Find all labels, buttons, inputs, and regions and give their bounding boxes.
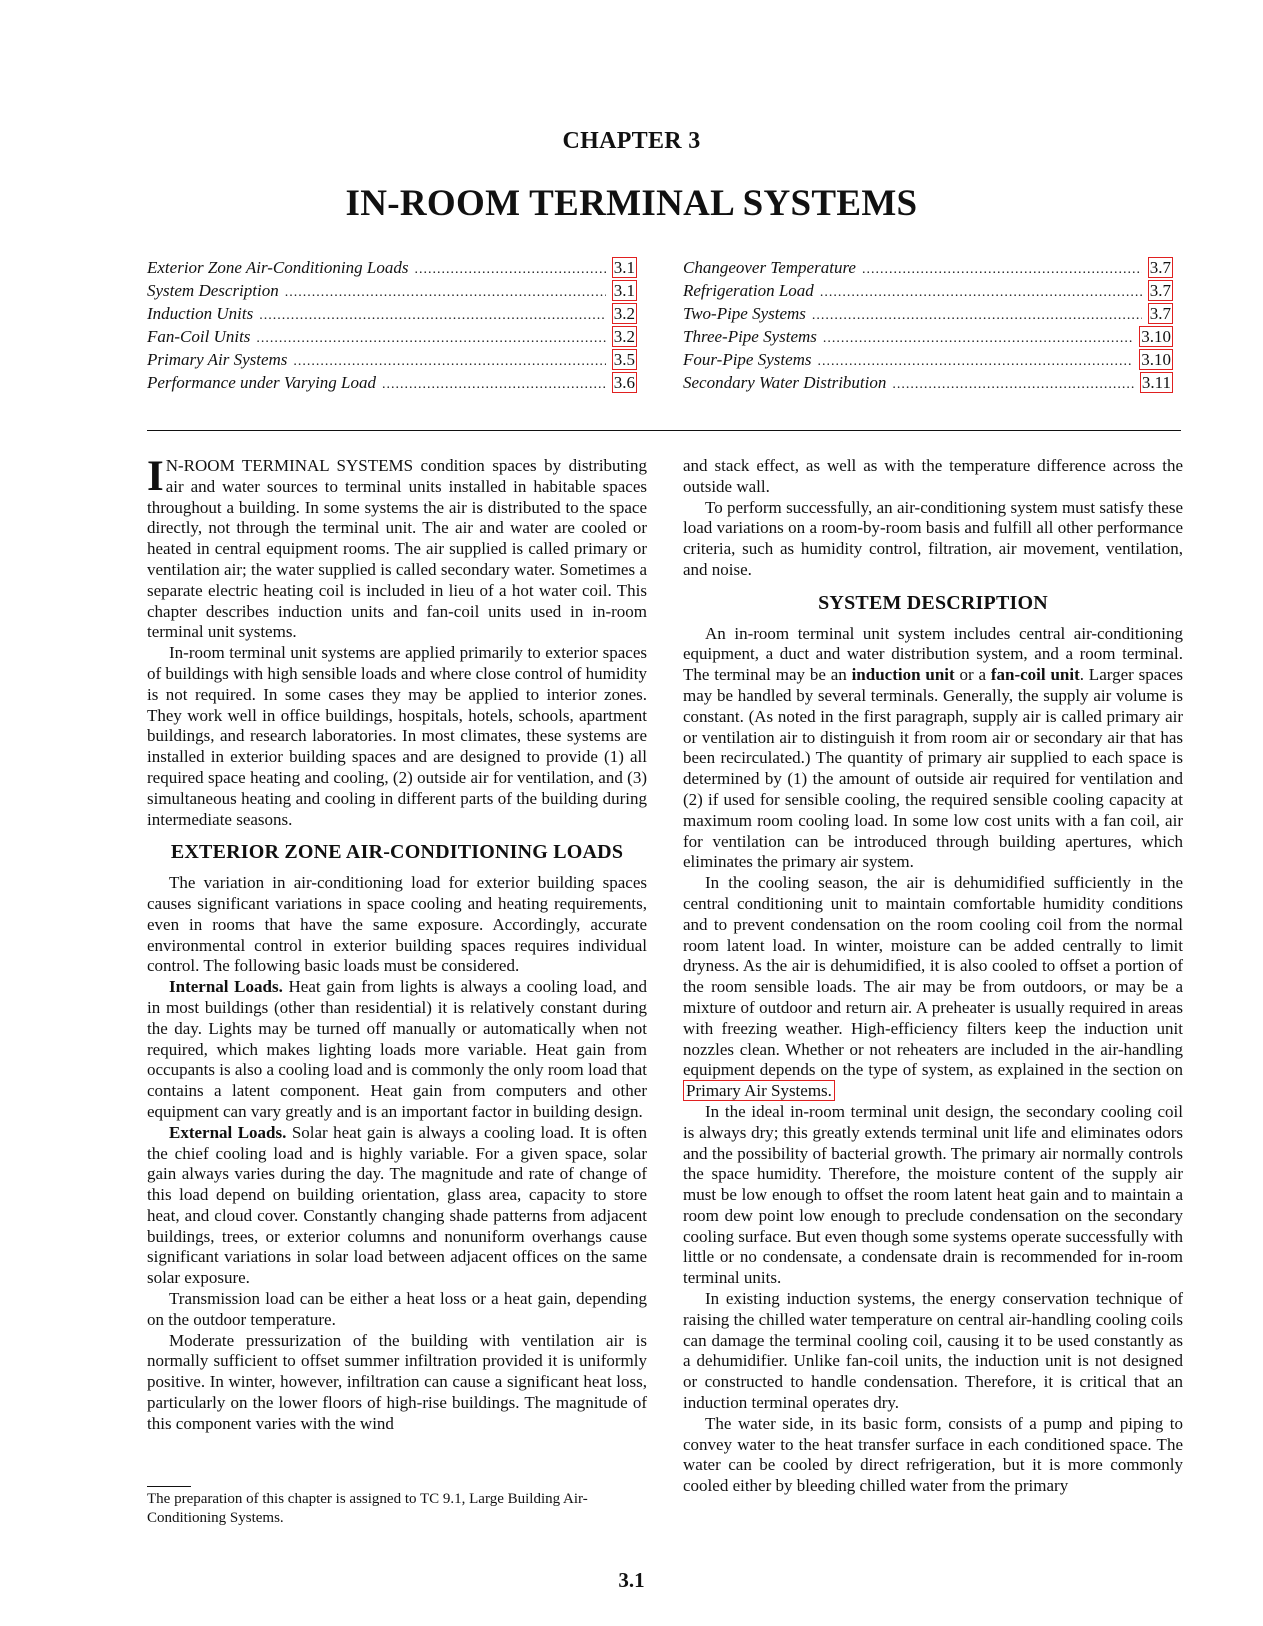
toc-label: Secondary Water Distribution [683, 373, 887, 392]
toc-leader [414, 258, 605, 281]
footnote-divider [147, 1486, 191, 1487]
primary-air-systems-link[interactable]: Primary Air Systems. [683, 1080, 835, 1101]
toc-entry [683, 256, 1173, 279]
body-column-right [683, 456, 1183, 1497]
intro-text: N-ROOM TERMINAL SYSTEMS condition spaces by distributing air and water sources to terminal units installed in habitable spaces throughout a building. In some systems the air is distributed to the space directly, not through the terminal unit. The air and water are cooled or heated in central equipment rooms. The air supplied is called primary or ventilation air; the water supplied is called secondary water. Sometimes a separate electric heating coil is included in lieu of a hot water coil. This chapter describes induction units and fan-coil units used in in-room terminal unit systems. [147, 456, 647, 642]
toc-label: Fan-Coil Units [147, 327, 251, 346]
toc-label: Two-Pipe Systems [683, 304, 806, 323]
toc-page-link[interactable]: 3.5 [613, 350, 635, 369]
body-column-left [147, 453, 648, 1435]
paragraph: Moderate pressurization of the building with ventilation air is normally sufficient to offset summer infiltration provided it is uniformly positive. In winter, however, infiltration can cause a significant heat loss, particularly on the lower floors of high-rise buildings. The magnitude of this component varies with the wind [147, 1330, 647, 1433]
term-induction-unit: induction unit [851, 665, 955, 685]
toc-entry [147, 279, 637, 302]
paragraph: To perform successfully, an air-conditioning system must satisfy these load variations on a room-by-room basis and fulfill all other performance criteria, such as humidity control, filtration, air movement, ventilation, and noise. [683, 497, 1183, 579]
paragraph: The water side, in its basic form, consists of a pump and piping to convey water to the heat transfer surface in each conditioned space. The water can be cooled by direct refrigeration, but it is more commonly cooled either by bleeding chilled water from the primary [683, 1413, 1183, 1496]
intro-paragraph [147, 453, 647, 643]
toc-right-column [683, 256, 1173, 394]
toc-label: Refrigeration Load [683, 281, 814, 300]
paragraph: and stack effect, as well as with the temperature difference across the outside wall. [683, 456, 1183, 496]
toc-left-column [147, 256, 637, 394]
toc-leader [818, 350, 1134, 373]
toc-entry [147, 371, 637, 394]
paragraph: The variation in air-conditioning load for exterior building spaces causes significant variations in space cooling and heating requirements, even in rooms that have the same exposure. Accordingly, accurate environmental control in exterior building spaces requires individual control. The following basic loads must be considered. [147, 873, 647, 976]
toc-entry [683, 371, 1173, 394]
toc-page-link[interactable]: 3.7 [1149, 258, 1171, 277]
toc-entry [683, 348, 1173, 371]
toc-label: Four-Pipe Systems [683, 350, 812, 369]
toc-leader [892, 373, 1134, 396]
paragraph-text: In the cooling season, the air is dehumidified sufficiently in the central conditioning unit to maintain comfortable humidity conditions and to prevent condensation on the room cooling coil from the normal room latent load. In winter, moisture can be added centrally to limit dryness. As the air is dehumidified, it is also cooled to offset a portion of the room sensible loads. The air may be from outdoors, or may be a mixture of outdoor and return air. A preheater is usually required in areas with freezing weather. High-efficiency filters keep the induction unit nozzles clean. Whether or not reheaters are included in the air-handling equipment depends on the type of system, as explained in the section on [683, 873, 1183, 1080]
toc-entry [683, 279, 1173, 302]
run-in-heading: Internal Loads. [169, 977, 283, 997]
toc-entry [147, 256, 637, 279]
toc-entry [683, 325, 1173, 348]
paragraph: Transmission load can be either a heat loss or a heat gain, depending on the outdoor temperature. [147, 1289, 647, 1329]
toc-page-link[interactable]: 3.11 [1141, 373, 1171, 392]
paragraph: In the ideal in-room terminal unit design, the secondary cooling coil is always dry; this greatly extends terminal unit life and eliminates odors and the possibility of bacterial growth. The primary air normally controls the space humidity. Therefore, the moisture content of the supply air must be low enough to offset the room latent heat gain and to maintain a room dew point low enough to preclude condensation on the secondary cooling surface. But even though some systems operate successfully with little or no condensate, a condensate drain is recommended for in-room terminal units. [683, 1101, 1183, 1288]
system-description-paragraph [683, 624, 1183, 874]
toc-entry [147, 302, 637, 325]
toc-page-link[interactable]: 3.1 [613, 281, 635, 300]
toc-entry [147, 348, 637, 371]
toc-label: Primary Air Systems [147, 350, 288, 369]
toc-leader [820, 281, 1142, 304]
toc-leader [812, 304, 1142, 327]
paragraph-text: Heat gain from lights is always a cooling load, and in most buildings (other than residential) it is relatively constant during the day. Lights may be turned off manually or automatically when not required, which makes lighting loads more variable. Heat gain from occupants is also a cooling load and is commonly the only room load that contains a latent component. Heat gain from computers and other equipment can vary greatly and is an important factor in building design. [147, 977, 647, 1121]
term-fan-coil-unit: fan-coil unit [990, 665, 1080, 685]
toc-leader [256, 327, 605, 350]
section-heading-exterior: EXTERIOR ZONE AIR-CONDITIONING LOADS [170, 841, 624, 864]
toc-label: Three-Pipe Systems [683, 327, 817, 346]
toc-page-link[interactable]: 3.10 [1141, 350, 1171, 369]
toc-page-link[interactable]: 3.2 [613, 304, 635, 323]
toc-page-link[interactable]: 3.7 [1149, 304, 1171, 323]
toc-label: Induction Units [147, 304, 254, 323]
footnote: The preparation of this chapter is assigned to TC 9.1, Large Building Air-Conditioning Systems. [147, 1491, 588, 1526]
run-in-heading: External Loads. [169, 1122, 287, 1142]
toc-label: Performance under Varying Load [147, 373, 377, 392]
section-heading-system: SYSTEM DESCRIPTION [818, 591, 1048, 614]
toc-leader [382, 373, 606, 396]
paragraph-text: . Larger spaces may be handled by several terminals. Generally, the supply air volume is constant. (As noted in the first paragraph, supply air is called primary air or ventilation air to distinguish it from room air or secondary air that has been recirculated.) The quantity of primary air supplied to each space is determined by (1) the amount of outside air required for ventilation and (2) if used for sensible cooling, the required sensible cooling capacity at maximum room cooling load. In some low cost units with a fan coil, air for ventilation can be introduced through building apertures, which eliminates the primary air system. [683, 665, 1183, 872]
paragraph-text: Solar heat gain is always a cooling load. It is often the chief cooling load and is highly variable. For a given space, solar gain always varies during the day. The magnitude and rate of change of this load depend on building orientation, glass area, capacity to store heat, and cloud cover. Constantly changing shade patterns from adjacent buildings, trees, or exterior columns and nonuniform overhangs cause significant variations in solar load between adjacent offices on the same solar exposure. [147, 1122, 647, 1288]
paragraph-text: or a [954, 665, 991, 685]
toc-leader [259, 304, 606, 327]
header-divider [147, 430, 1181, 431]
toc-page-link[interactable]: 3.10 [1141, 327, 1171, 346]
toc-label: Changeover Temperature [683, 258, 856, 277]
toc-label: System Description [147, 281, 279, 300]
cooling-season-paragraph [683, 873, 1183, 1102]
toc-leader [293, 350, 605, 373]
drop-cap: I [147, 453, 164, 500]
chapter-number: CHAPTER 3 [562, 128, 701, 154]
chapter-title: IN-ROOM TERMINAL SYSTEMS [345, 183, 918, 224]
internal-loads-paragraph [147, 977, 647, 1123]
toc-leader [862, 258, 1142, 281]
toc-label: Exterior Zone Air-Conditioning Loads [147, 258, 409, 277]
paragraph-text: An in-room terminal unit system includes central air-conditioning equipment, a duct and water distribution system, and a room terminal. The terminal may be an [683, 623, 1183, 685]
paragraph: In existing induction systems, the energy conservation technique of raising the chilled water temperature on central air-handling cooling coils can damage the terminal cooling coil, causing it to be used constantly as a dehumidifier. Unlike fan-coil units, the induction unit is not designed or constructed to handle condensation. Therefore, it is critical that an induction terminal operates dry. [683, 1289, 1183, 1413]
toc-page-link[interactable]: 3.7 [1149, 281, 1171, 300]
toc-page-link[interactable]: 3.1 [613, 258, 635, 277]
toc-entry [683, 302, 1173, 325]
toc-entry [147, 325, 637, 348]
page-number: 3.1 [618, 1568, 645, 1592]
external-loads-paragraph [147, 1123, 647, 1289]
toc-leader [823, 327, 1133, 350]
paragraph: In-room terminal unit systems are applied primarily to exterior spaces of buildings with high sensible loads and where close control of humidity is not required. In some cases they may be applied to interior zones. They work well in office buildings, hospitals, hotels, schools, apartment buildings, and research laboratories. In most climates, these systems are installed in exterior building spaces and are designed to provide (1) all required space heating and cooling, (2) outside air for ventilation, and (3) simultaneous heating and cooling in different parts of the building during intermediate seasons. [147, 643, 648, 829]
toc-page-link[interactable]: 3.2 [613, 327, 635, 346]
toc-leader [285, 281, 606, 304]
toc-page-link[interactable]: 3.6 [613, 373, 635, 392]
